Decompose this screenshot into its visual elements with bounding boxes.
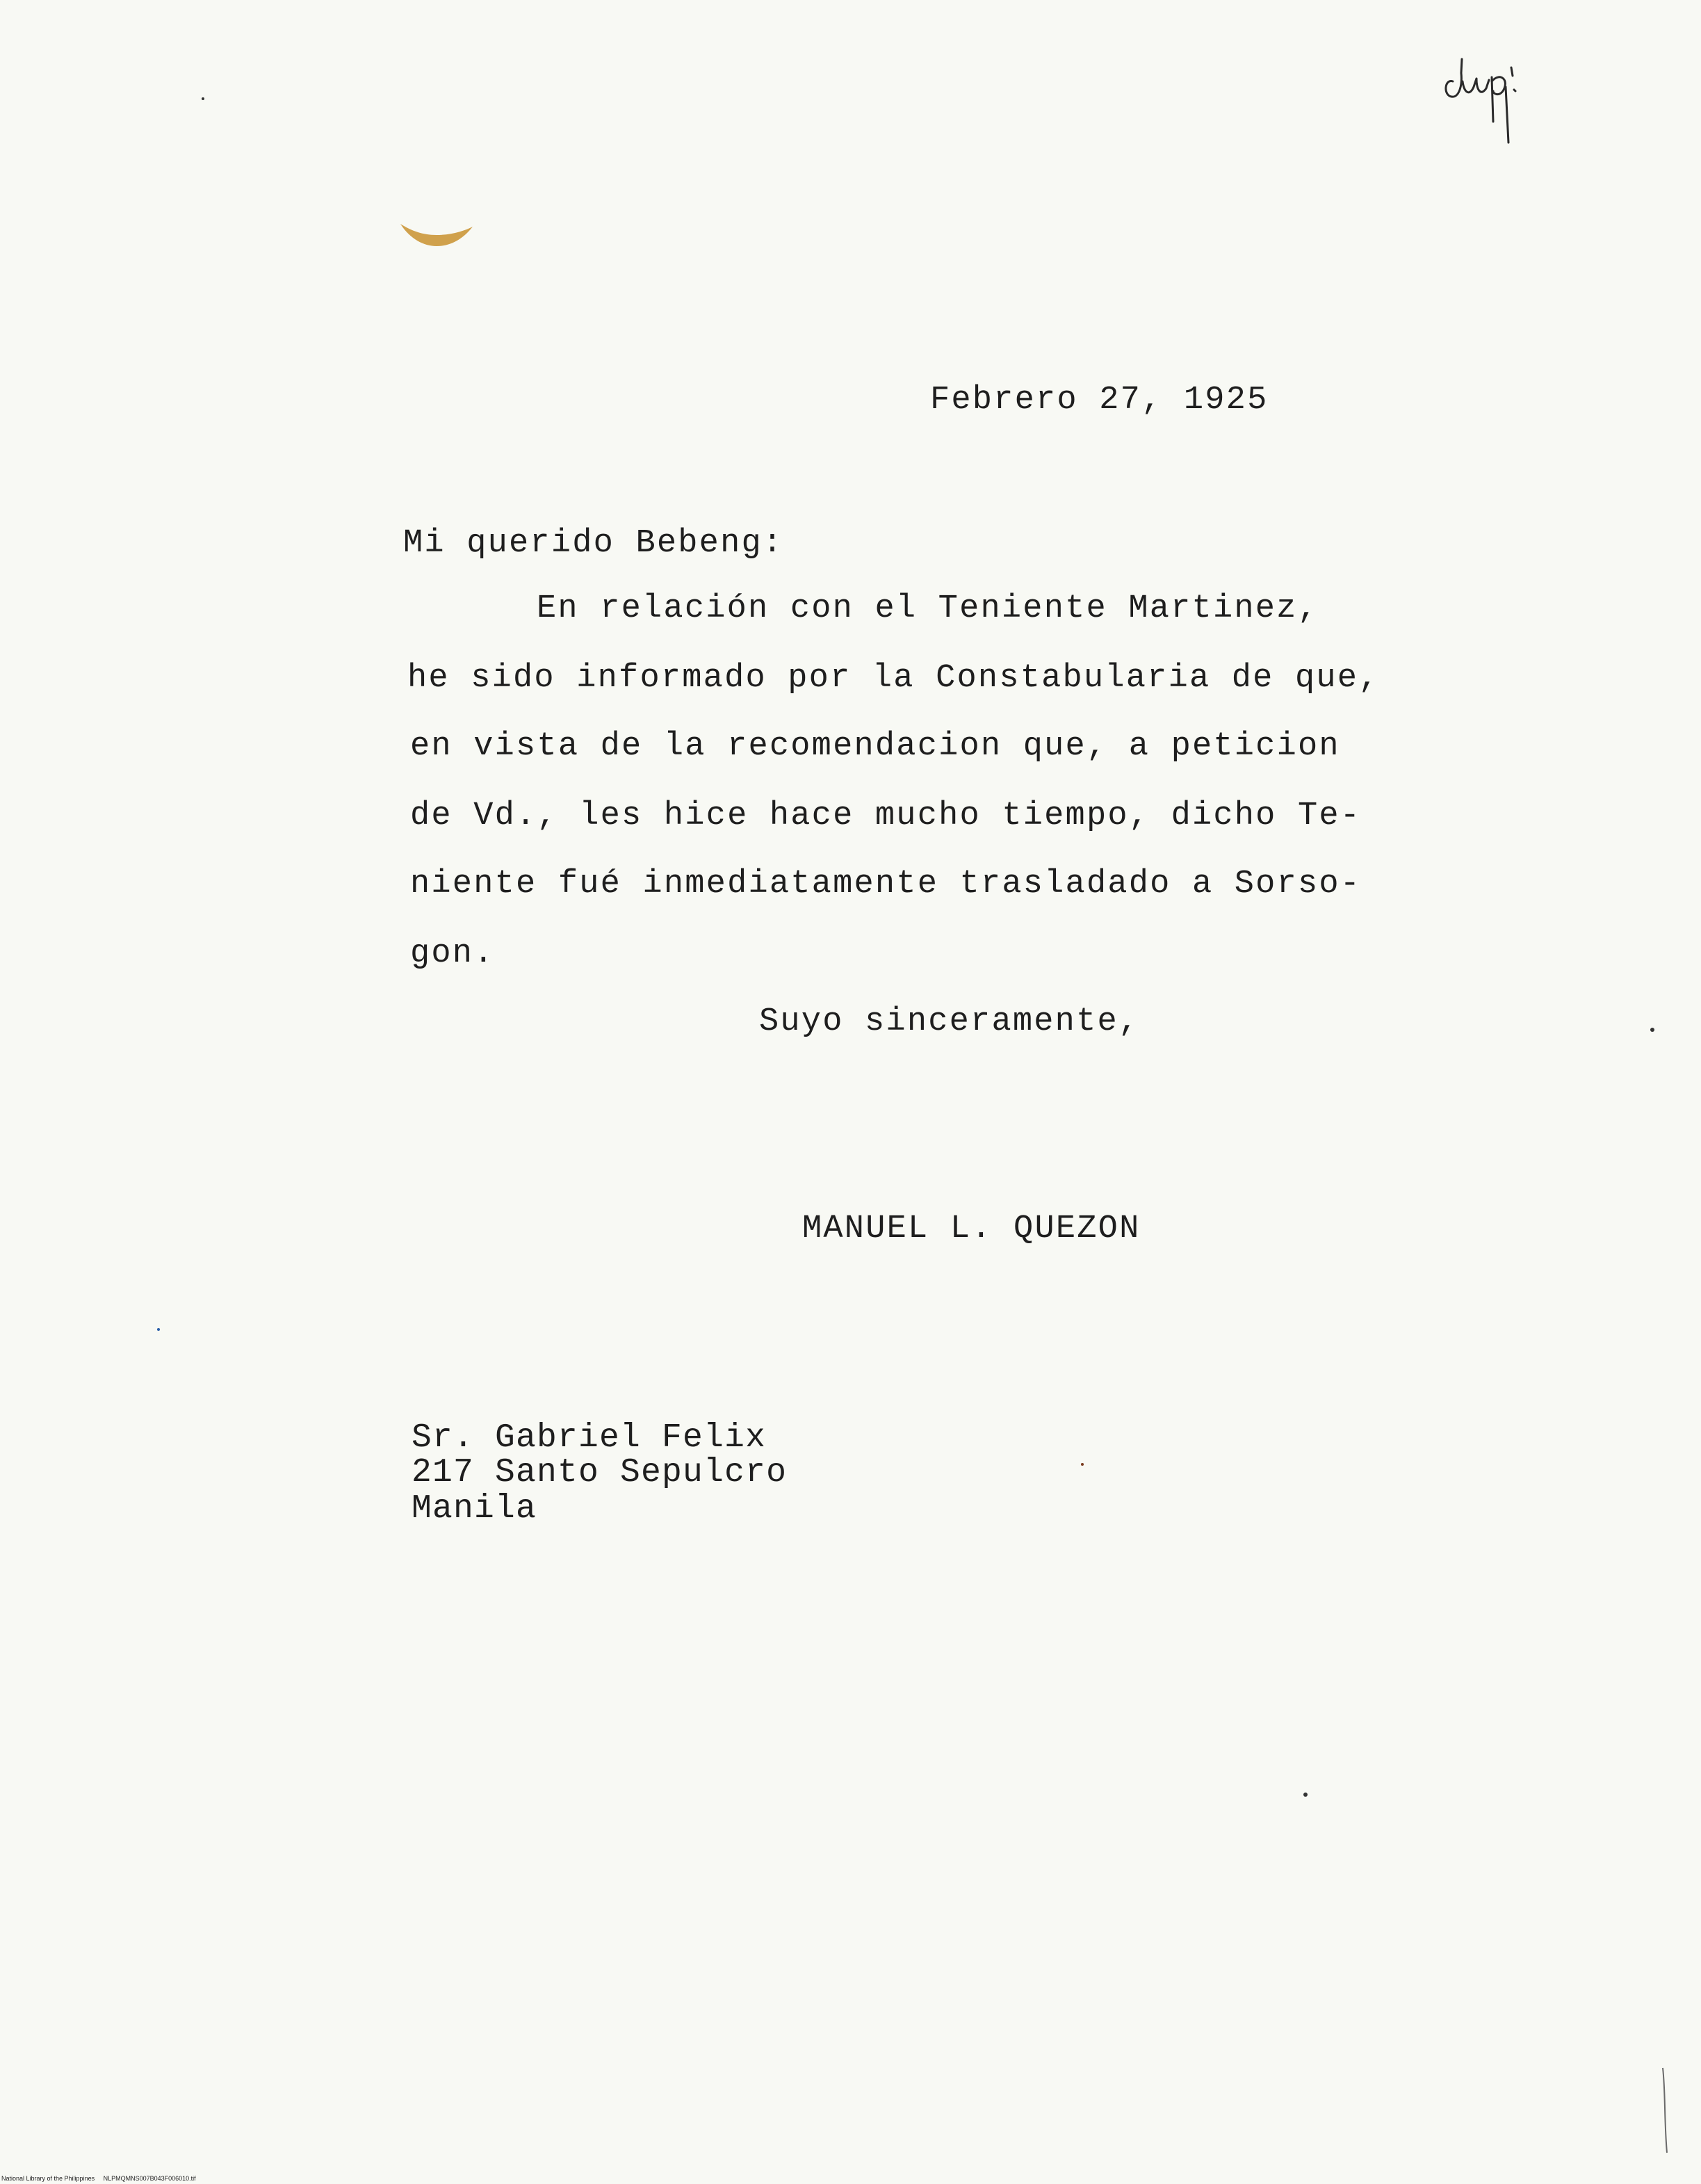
salutation: Mi querido Bebeng: — [403, 525, 784, 562]
file-name: NLPMQMNS007B043F006010.tif — [103, 2175, 196, 2182]
library-name: National Library of the Philippines — [1, 2175, 95, 2182]
dust-speck — [157, 1328, 160, 1331]
body-line: de Vd., les hice hace mucho tiempo, dicho Te- — [410, 798, 1362, 834]
body-line: en vista de la recomendacion que, a peticion — [410, 728, 1340, 765]
paper-edge-mark — [1654, 2065, 1675, 2155]
letter-date: Febrero 27, 1925 — [930, 382, 1269, 419]
handwritten-annotation — [1439, 38, 1557, 149]
signatory-name: MANUEL L. QUEZON — [802, 1211, 1141, 1247]
dust-speck — [1303, 1793, 1308, 1797]
closing: Suyo sinceramente, — [759, 1003, 1140, 1040]
rust-stain — [396, 216, 480, 257]
body-line: niente fué inmediatamente trasladado a Sorso- — [410, 866, 1362, 903]
dust-speck — [202, 97, 204, 100]
dust-speck — [1081, 1463, 1084, 1466]
dust-speck — [1650, 1028, 1654, 1032]
body-line: En relación con el Teniente Martinez, — [537, 590, 1319, 627]
addressee-street: 217 Santo Sepulcro — [412, 1454, 788, 1491]
addressee-city: Manila — [412, 1490, 537, 1528]
body-line: gon. — [410, 935, 495, 972]
addressee-name: Sr. Gabriel Felix — [412, 1419, 767, 1457]
archive-footer — [1, 2175, 196, 2182]
body-line: he sido informado por la Constabularia de que, — [407, 660, 1380, 697]
